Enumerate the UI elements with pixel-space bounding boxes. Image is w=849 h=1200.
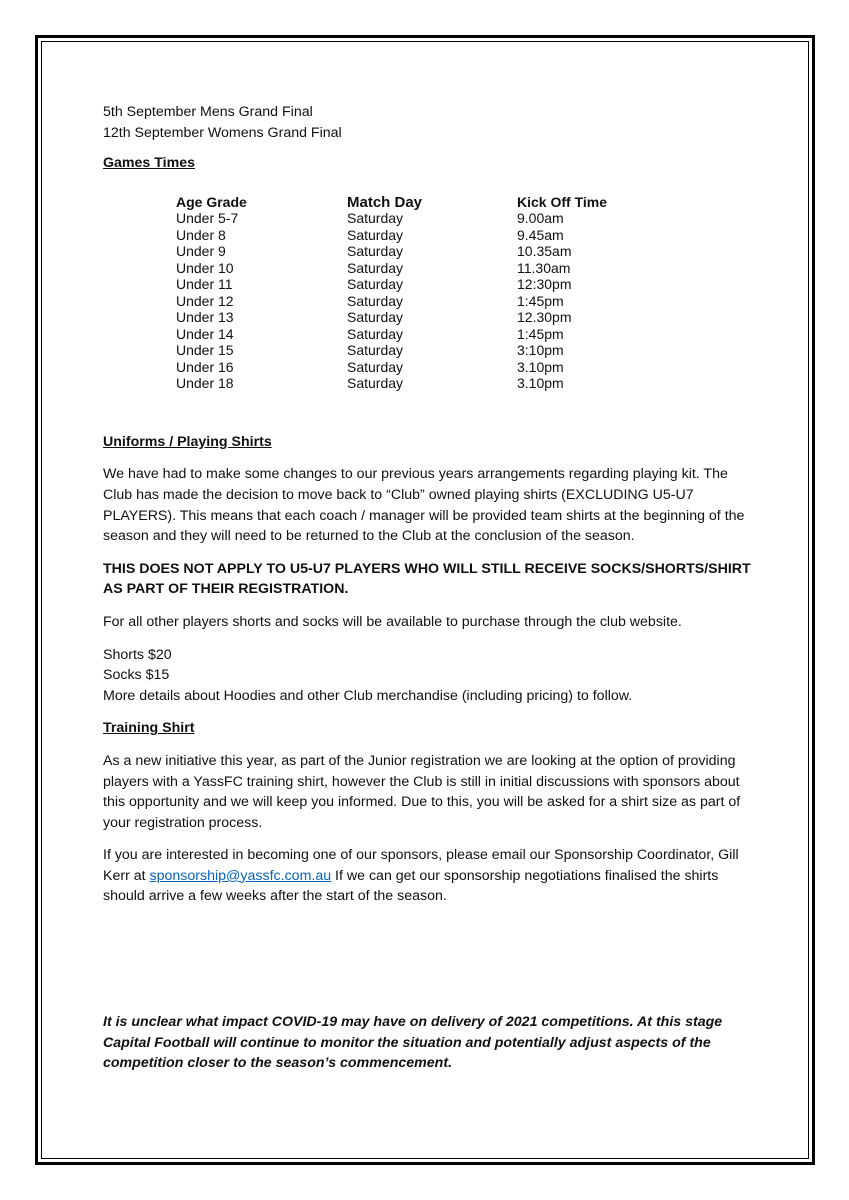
kick-off-time-cell: 12.30pm xyxy=(517,309,572,326)
training-shirt-heading: Training Shirt xyxy=(103,720,195,737)
kick-off-time-cell: 9.00am xyxy=(517,210,564,227)
table-row xyxy=(176,260,753,277)
sponsorship-text: If you are interested in becoming one of our sponsors, please email our Sponsorship Coordinator, Gill Kerr at xyxy=(103,847,739,884)
intro-line: 12th September Womens Grand Final xyxy=(103,124,342,141)
kick-off-time-cell: 12:30pm xyxy=(517,276,572,293)
match-day-cell: Saturday xyxy=(347,375,404,392)
kick-off-time-cell: 10.35am xyxy=(517,243,572,260)
intro-line: 5th September Mens Grand Final xyxy=(103,104,313,120)
merchandise-note: More details about Hoodies and other Club merchandise (including pricing) to follow. xyxy=(103,687,633,704)
document-body xyxy=(103,102,753,1074)
kick-off-time-cell: 1:45pm xyxy=(517,325,564,342)
age-grade-cell: Under 5-7 xyxy=(176,210,239,227)
table-row xyxy=(176,276,753,293)
price-shorts: Shorts $20 xyxy=(103,646,172,663)
column-header-kick-off: Kick Off Time xyxy=(517,193,607,210)
price-socks: Socks $15 xyxy=(103,667,170,684)
table-row xyxy=(176,293,753,310)
table-row xyxy=(176,342,753,359)
age-grade-cell: Under 10 xyxy=(176,259,234,276)
sponsorship-paragraph xyxy=(103,845,753,907)
table-row xyxy=(176,227,753,244)
match-day-cell: Saturday xyxy=(347,309,404,326)
age-grade-cell: Under 12 xyxy=(176,292,234,309)
age-grade-cell: Under 18 xyxy=(176,375,234,392)
match-day-cell: Saturday xyxy=(347,226,404,243)
table-row xyxy=(176,210,753,227)
table-header-row xyxy=(176,194,753,211)
kick-off-time-cell: 9.45am xyxy=(517,226,564,243)
column-header-age-grade: Age Grade xyxy=(176,193,247,210)
match-day-cell: Saturday xyxy=(347,276,404,293)
table-row xyxy=(176,359,753,376)
covid-note: It is unclear what impact COVID-19 may have on delivery of 2021 competitions. At this stage Capital Football will continue to monitor the situation and potentially adjust aspects of the competition closer to the season’s commencement. xyxy=(103,1014,723,1072)
match-day-cell: Saturday xyxy=(347,342,404,359)
table-row xyxy=(176,326,753,343)
uniforms-purchase-note: For all other players shorts and socks will be available to purchase through the club website. xyxy=(103,613,682,630)
age-grade-cell: Under 16 xyxy=(176,358,234,375)
kick-off-time-cell: 3.10pm xyxy=(517,375,564,392)
kick-off-time-cell: 3.10pm xyxy=(517,358,564,375)
table-body xyxy=(176,210,753,392)
games-times-table xyxy=(176,194,753,392)
sponsorship-email-link[interactable]: sponsorship@yassfc.com.au xyxy=(149,867,332,884)
games-times-heading: Games Times xyxy=(103,155,196,172)
table-row xyxy=(176,309,753,326)
match-day-cell: Saturday xyxy=(347,259,404,276)
match-day-cell: Saturday xyxy=(347,243,404,260)
training-shirt-paragraph: As a new initiative this year, as part of the Junior registration we are looking at the option of providing players with a YassFC training shirt, however the Club is still in initial discussions with sponsors about this opportunity and we will keep you informed. Due to this, you will be asked for a shirt size as part of your registration process. xyxy=(103,752,741,831)
kick-off-time-cell: 1:45pm xyxy=(517,292,564,309)
age-grade-cell: Under 14 xyxy=(176,325,234,342)
age-grade-cell: Under 8 xyxy=(176,226,226,243)
column-header-match-day: Match Day xyxy=(347,193,423,211)
match-day-cell: Saturday xyxy=(347,358,404,375)
match-day-cell: Saturday xyxy=(347,292,404,309)
age-grade-cell: Under 15 xyxy=(176,342,234,359)
age-grade-cell: Under 11 xyxy=(176,276,233,293)
age-grade-cell: Under 9 xyxy=(176,243,226,260)
uniforms-paragraph: We have had to make some changes to our previous years arrangements regarding playing kit. The Club has made the decision to move back to “Club” owned playing shirts (EXCLUDING U5-U7 PLAYERS). This means that each coach / manager will be provided team shirts at the beginning of the season and they will need to be returned to the Club at the conclusion of the season. xyxy=(103,466,745,545)
kick-off-time-cell: 3:10pm xyxy=(517,342,564,359)
match-day-cell: Saturday xyxy=(347,325,404,342)
table-row xyxy=(176,375,753,392)
kick-off-time-cell: 11.30am xyxy=(517,259,571,276)
table-row xyxy=(176,243,753,260)
age-grade-cell: Under 13 xyxy=(176,309,234,326)
match-day-cell: Saturday xyxy=(347,210,404,227)
sponsorship-text-end: If we can get our sponsorship negotiations finalised the shirts should arrive a few weeks after the start of the season. xyxy=(103,867,719,905)
uniforms-notice: THIS DOES NOT APPLY TO U5-U7 PLAYERS WHO WILL STILL RECEIVE SOCKS/SHORTS/SHIRT AS PART OF THEIR REGISTRATION. xyxy=(103,560,751,598)
uniforms-heading: Uniforms / Playing Shirts xyxy=(103,433,272,450)
